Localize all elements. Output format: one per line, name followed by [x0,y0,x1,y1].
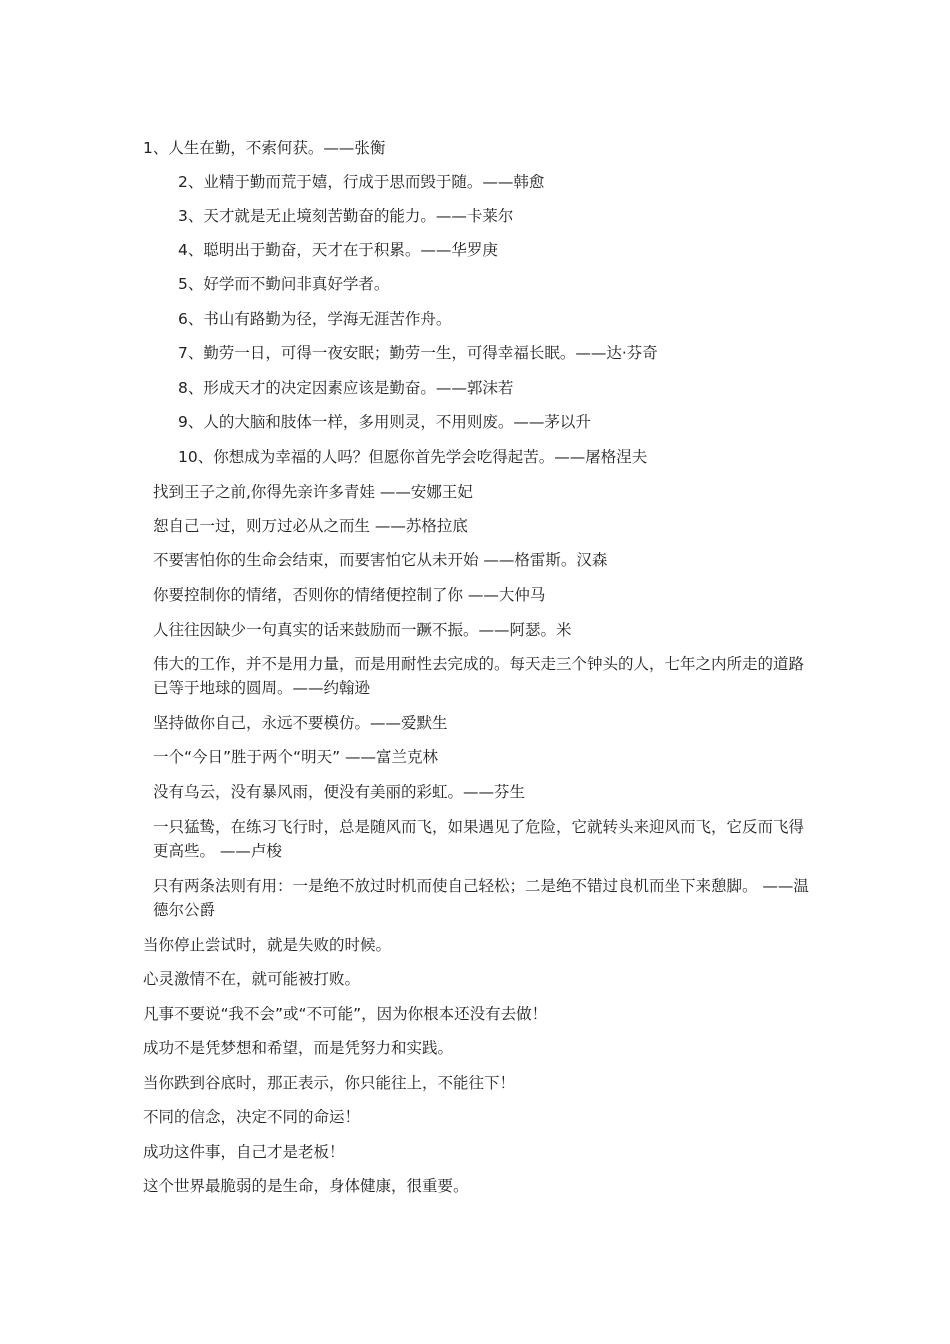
numbered-quote: 7、勤劳一日，可得一夜安眠；勤劳一生，可得幸福长眠。——达·芬奇 [178,344,658,362]
saying: 当你停止尝试时，就是失败的时候。 [143,936,392,954]
saying: 不同的信念，决定不同的命运！ [143,1108,361,1126]
numbered-quote: 5、好学而不勤问非真好学者。 [178,275,390,293]
quote: 人往往因缺少一句真实的话来鼓励而一蹶不振。——阿瑟。米 [153,621,572,639]
saying: 心灵激情不在，就可能被打败。 [143,970,361,988]
numbered-quote: 9、人的大脑和肢体一样，多用则灵，不用则废。——茅以升 [178,413,591,431]
saying: 成功这件事，自己才是老板！ [143,1143,345,1161]
quote: 不要害怕你的生命会结束，而要害怕它从未开始 ——格雷斯。汉森 [153,551,608,569]
saying: 成功不是凭梦想和希望，而是凭努力和实践。 [143,1039,454,1057]
quote: 找到王子之前,你得先亲许多青娃 ——安娜王妃 [153,483,473,501]
saying: 当你跌到谷底时，那正表示，你只能往上，不能往下！ [143,1074,516,1092]
numbered-quote: 2、业精于勤而荒于嬉，行成于思而毁于随。——韩愈 [178,173,545,191]
quote: 只有两条法则有用：一是绝不放过时机而使自己轻松；二是绝不错过良机而坐下来憩脚。 ——温德尔公爵 [153,877,809,919]
numbered-quote: 10、你想成为幸福的人吗？但愿你首先学会吃得起苦。——屠格涅夫 [178,448,648,466]
quote: 一只猛鸷，在练习飞行时，总是随风而飞，如果遇见了危险，它就转头来迎风而飞，它反而飞得更高些。 ——卢梭 [153,818,805,860]
quote: 恕自己一过，则万过必从之而生 ——苏格拉底 [153,517,468,535]
quote: 一个“今日”胜于两个“明天” ——富兰克林 [153,748,439,766]
quote: 伟大的工作，并不是用力量，而是用耐性去完成的。每天走三个钟头的人，七年之内所走的道路已等于地球的圆周。——约翰逊 [153,655,805,697]
numbered-quote: 3、天才就是无止境刻苦勤奋的能力。——卡莱尔 [178,207,514,225]
saying: 这个世界最脆弱的是生命，身体健康，很重要。 [143,1177,469,1195]
quote: 你要控制你的情绪，否则你的情绪便控制了你 ——大仲马 [153,586,546,604]
saying: 凡事不要说“我不会”或“不可能”，因为你根本还没有去做！ [143,1005,548,1023]
numbered-quote: 4、聪明出于勤奋，天才在于积累。——华罗庚 [178,241,498,259]
quote: 没有乌云，没有暴风雨，便没有美丽的彩虹。——芬生 [153,783,526,801]
numbered-quote: 1、人生在勤，不索何获。——张衡 [143,139,386,157]
quote: 坚持做你自己，永远不要模仿。——爱默生 [153,714,448,732]
numbered-quote: 6、书山有路勤为径，学海无涯苦作舟。 [178,310,452,328]
numbered-quote: 8、形成天才的决定因素应该是勤奋。——郭沫若 [178,379,514,397]
